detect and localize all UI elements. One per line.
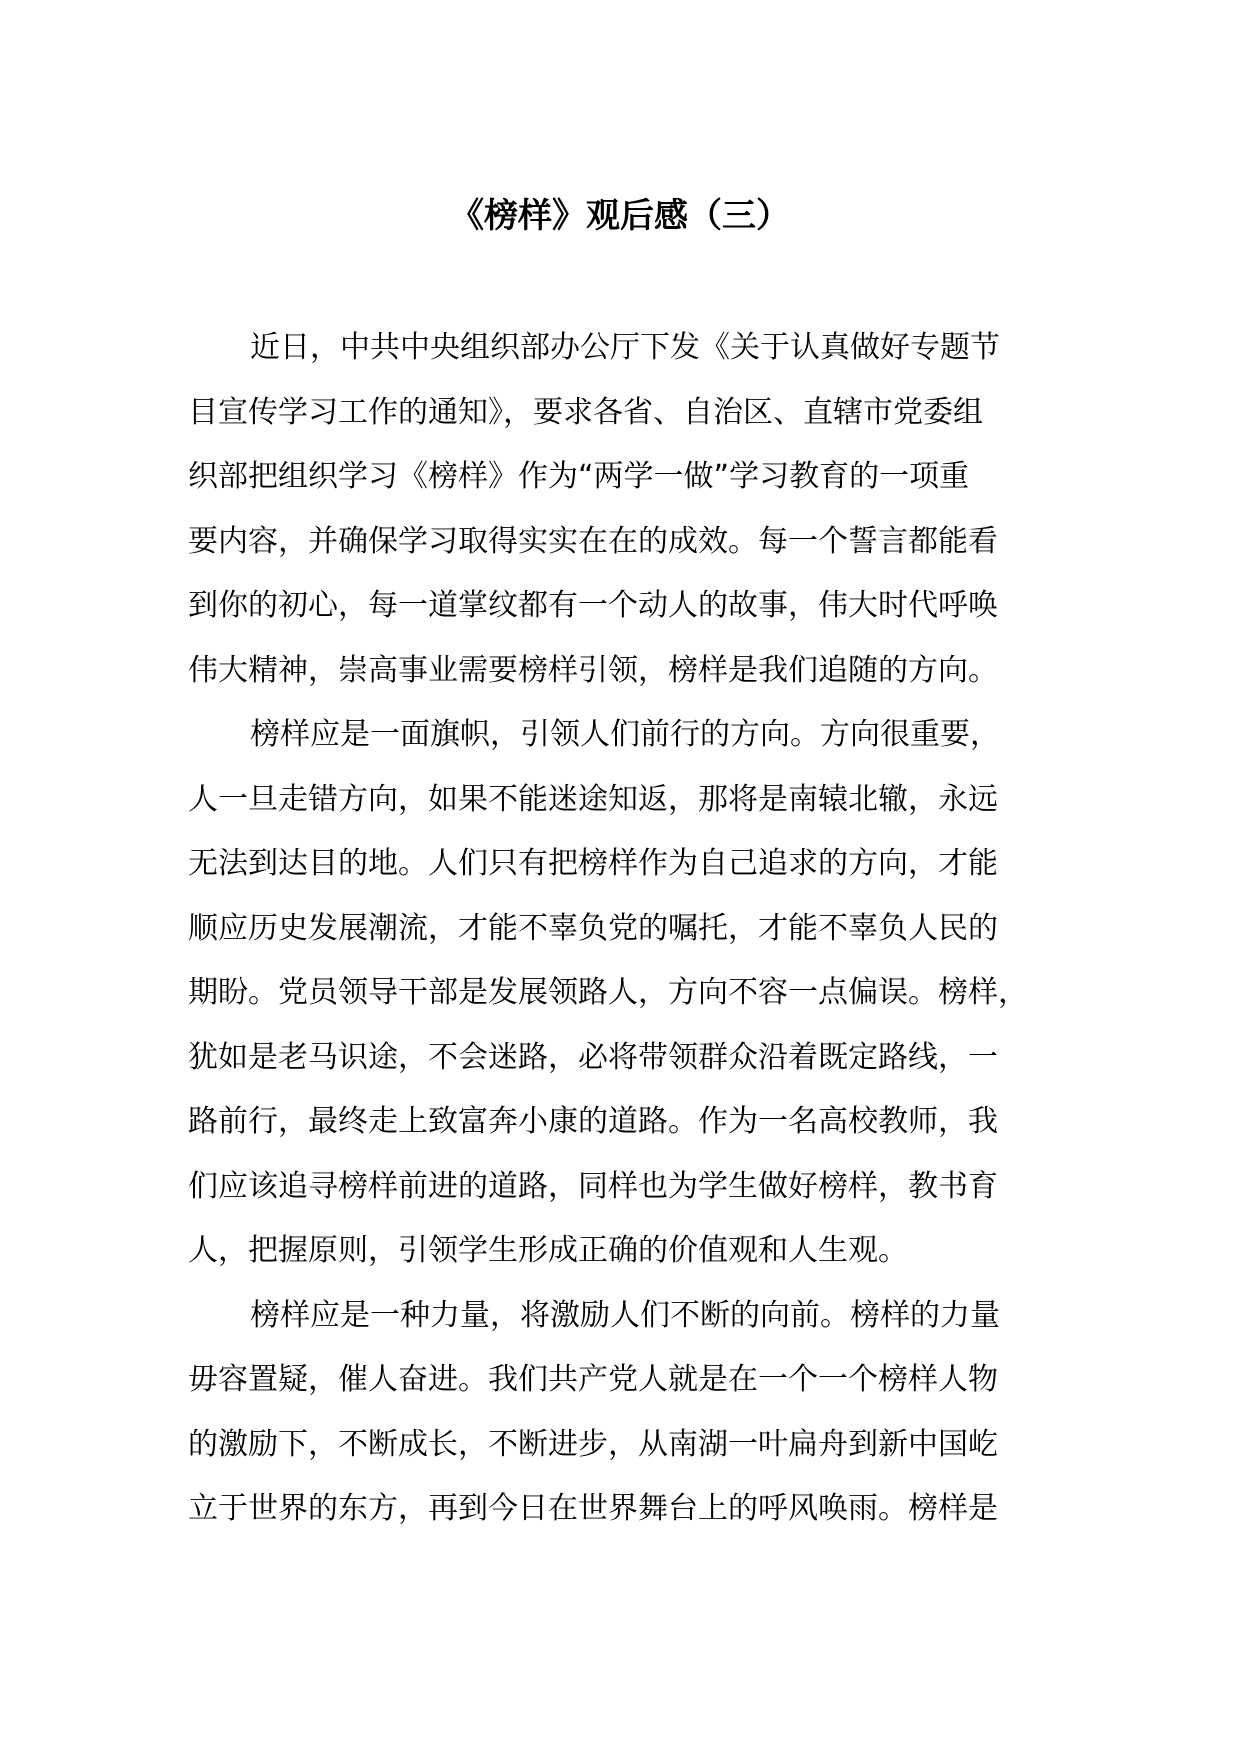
paragraph-line: 织部把组织学习《榜样》作为“两学一做”学习教育的一项重 xyxy=(188,459,970,494)
paragraph-line: 期盼。党员领导干部是发展领路人，方向不容一点偏误。榜样， xyxy=(188,975,1028,1010)
paragraph-line: 人一旦走错方向，如果不能迷途知返，那将是南辕北辙，永远 xyxy=(188,781,998,817)
paragraph-line: 的激励下，不断成长，不断进步，从南湖一叶扁舟到新中国屹 xyxy=(188,1426,998,1462)
paragraph-2 xyxy=(188,703,1052,1284)
paragraph-line: 榜样应是一面旗帜，引领人们前行的方向。方向很重要， xyxy=(250,717,1000,752)
paragraph-line: 顺应历史发展潮流，才能不辜负党的嘱托，才能不辜负人民的 xyxy=(188,910,998,946)
document-title: 《榜样》观后感（三） xyxy=(450,196,790,236)
paragraph-1 xyxy=(188,316,1052,703)
paragraph-line: 路前行，最终走上致富奔小康的道路。作为一名高校教师，我 xyxy=(188,1104,998,1139)
paragraph-line: 们应该追寻榜样前进的道路，同样也为学生做好榜样，教书育 xyxy=(188,1168,998,1204)
paragraph-line: 人，把握原则，引领学生形成正确的价值观和人生观。 xyxy=(188,1233,908,1268)
paragraph-line: 立于世界的东方，再到今日在世界舞台上的呼风唤雨。榜样是 xyxy=(188,1491,998,1526)
paragraph-line: 犹如是老马识途，不会迷路，必将带领群众沿着既定路线，一 xyxy=(188,1039,998,1075)
paragraph-line: 近日，中共中央组织部办公厅下发《关于认真做好专题节 xyxy=(250,330,1000,365)
paragraph-line: 伟大精神，崇高事业需要榜样引领，榜样是我们追随的方向。 xyxy=(188,652,998,688)
paragraph-line: 无法到达目的地。人们只有把榜样作为自己追求的方向，才能 xyxy=(188,846,998,881)
paragraph-line: 要内容，并确保学习取得实实在在的成效。每一个誓言都能看 xyxy=(188,523,998,559)
paragraph-line: 目宣传学习工作的通知》，要求各省、自治区、直辖市党委组 xyxy=(188,394,983,430)
paragraph-line: 榜样应是一种力量，将激励人们不断的向前。榜样的力量 xyxy=(250,1297,1000,1333)
document-body xyxy=(188,316,1052,1542)
paragraph-3 xyxy=(188,1284,1052,1542)
paragraph-line: 毋容置疑，催人奋进。我们共产党人就是在一个一个榜样人物 xyxy=(188,1362,998,1397)
paragraph-line: 到你的初心，每一道掌纹都有一个动人的故事，伟大时代呼唤 xyxy=(188,588,998,623)
